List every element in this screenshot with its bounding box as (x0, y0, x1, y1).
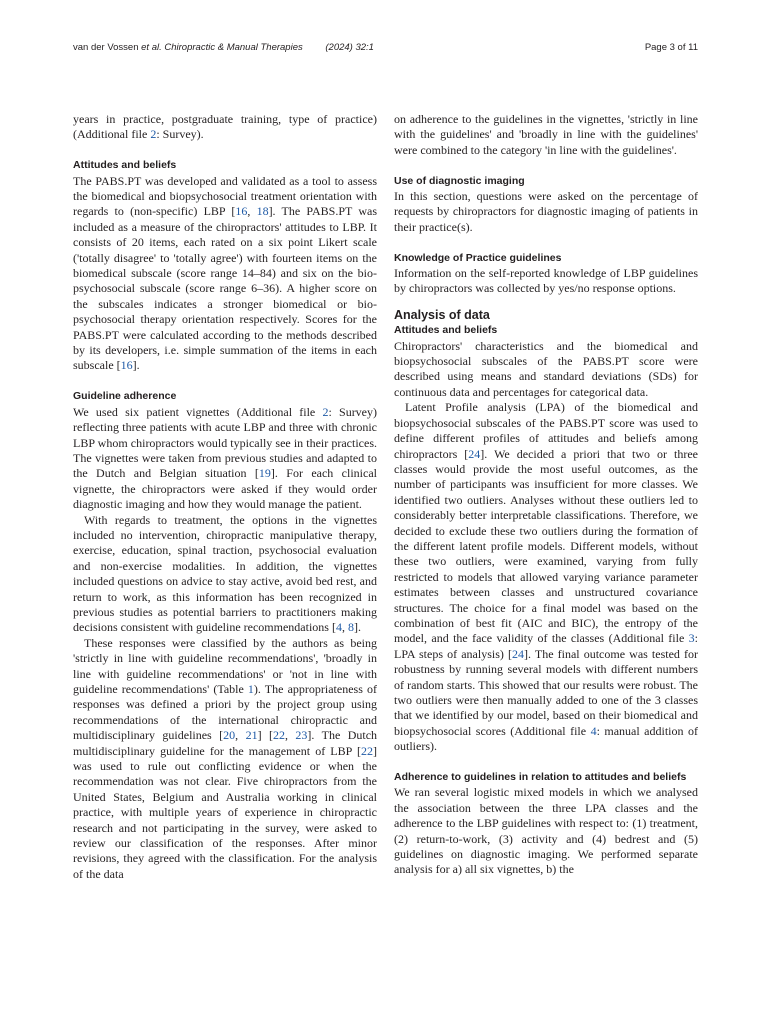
subheading-knowledge: Knowledge of Practice guidelines (394, 251, 562, 264)
subheading-diagnostic-imaging: Use of diagnostic imaging (394, 174, 525, 187)
left-column (73, 112, 377, 882)
running-header (73, 42, 374, 53)
citation-link[interactable]: 22 (273, 728, 285, 743)
citation-link[interactable]: 24 (468, 446, 481, 461)
additional-file-link[interactable]: 2 (322, 404, 329, 419)
citation-link[interactable]: 20 (223, 728, 236, 743)
paragraph: We ran several logistic mixed models in which we analysed the association between the three LPA classes and the adherence to the LBP guidelines with respect to: (1) treatment, (2) return-to-work, (3) activity and (4) bedrest and (5) guidelines on diagnostic imaging. We performed separate analysis for a) all six vignettes, b) the (394, 785, 698, 877)
citation-link[interactable]: 23 (295, 728, 308, 743)
header-year-volume: (2024) 32:1 (325, 42, 374, 53)
additional-file-link[interactable]: 2 (150, 127, 157, 142)
citation-link[interactable]: 4 (335, 620, 342, 635)
additional-file-link[interactable]: 4 (590, 723, 597, 738)
header-authors: van der Vossen (73, 42, 139, 53)
additional-file-link[interactable]: 3 (688, 631, 695, 646)
subheading-attitudes: Attitudes and beliefs (73, 159, 177, 172)
paragraph: With regards to treatment, the options in the vignettes included no intervention, chiropractic manipulative therapy, exercise, education, spinal traction, psychosocial evaluation and non-exercise modalities. In addition, the vignettes included questions on advice to stay active, avoid bed rest, and return to work, as this information has been recognized in previous studies as potential barriers to practitioners making decisions consistent with guideline recommendations [4, 8]. (73, 512, 377, 635)
paragraph: Chiropractors' characteristics and the biomedical and biopsychosocial subscales of the PABS.PT score were described using means and standard deviations (SDs) for continuous data and percentages for categorical data. (394, 338, 698, 399)
page-number: Page 3 of 11 (644, 42, 698, 53)
paragraph: Information on the self-reported knowledge of LBP guidelines by chiropractors was collected by yes/no response options. (394, 266, 698, 296)
paragraph: on adherence to the guidelines in the vignettes, 'strictly in line with the guidelines' and 'broadly in line with the guidelines' were combined to the category 'in line with the guidelines'. (394, 112, 698, 157)
subheading-attitudes: Attitudes and beliefs (394, 324, 498, 337)
paragraph: Latent Profile analysis (LPA) of the biomedical and biopsychosocial subscales of the PABS.PT score was used to define different profiles of attitudes and beliefs among chiropractors [24]. We decided a priori that two or three classes would provide the most useful outcomes, as the number of participants was insufficient for more classes. We identified two outliers. Analyses without these outliers led to considerably better interpretable classifications. Therefore, we decided to exclude these two outliers during the formation of the different latent profile models. Different models, without these two outliers, were examined, varying from fully restricted to models that allowed varying variance parameter estimates between classes and unstructured covariance structures. The choice for a final model was based on the combination of best fit (AIC and BIC), the entropy of the model, and the face validity of the classes (Additional file 3: LPA steps of analysis) [24]. The final outcome was tested for robustness by running several models with different numbers of random starts. This showed that our results were robust. The two outliers were then manually added to one of the 3 classes that we identified by our model, based on their biomedical and biopsychosocial scores (Additional file 4: manual addition of outliers). (394, 400, 699, 754)
citation-link[interactable]: 16 (235, 204, 248, 219)
table-link[interactable]: 1 (247, 682, 254, 696)
subheading-adherence-attitudes: Adherence to guidelines in relation to attitudes and beliefs (394, 771, 687, 784)
citation-link[interactable]: 16 (120, 358, 133, 373)
citation-link[interactable]: 24 (511, 646, 524, 661)
citation-link[interactable]: 8 (347, 620, 354, 635)
paragraph: The PABS.PT was developed and validated as a tool to assess the biomedical and biopsychosocial treatment orientation with regards to (non-specific) LBP [16, 18]. The PABS.PT was included as a measure of the chiropractors' attitudes to LBP. It consists of 20 items, each rated on a six point Likert scale ('totally disagree' to 'totally agree') with fourteen items on the biomedical subscale (score range 14–84) and six on the bio-psychosocial subscale (score range 6–36). A higher score on the subscales indicates a stronger biomedical or bio-psychosocial therapy orientation respectively. Scores for the PABS.PT were calculated according to the methods described by its developers, i.e. simple summation of the items in each subscale [16]. (73, 173, 377, 373)
subheading-guideline-adherence: Guideline adherence (73, 390, 177, 403)
section-heading-analysis: Analysis of data (394, 307, 490, 322)
paragraph: These responses were classified by the authors as being 'strictly in line with guideline recommendations', 'broadly in line with guideline recommendations' or 'not in line with guideline recommendations' (Table 1). The appropriateness of responses was defined a priori by the project group using recommendations of the international chiropractic and multidisciplinary guidelines [20, 21] [22, 23]. The Dutch multidisciplinary guideline for the management of LBP [22] was used to rule out conflicting evidence or when the recommendation was not clear. Five chiropractors from the United States, Belgium and Australia working in clinical practice, with multiple years of experience in chiropractic research and not participating in the survey, were asked to review our classification of the responses. After minor revisions, they agreed with the classification. For the analysis of the data (73, 635, 378, 881)
paragraph: years in practice, postgraduate training, type of practice) (Additional file 2: Survey). (73, 112, 377, 142)
header-etal: et al. (141, 42, 162, 53)
right-column (394, 112, 698, 878)
citation-link[interactable]: 19 (258, 466, 271, 481)
header-journal: Chiropractic & Manual Therapies (164, 42, 303, 53)
paragraph: In this section, questions were asked on the percentage of requests by chiropractors for diagnostic imaging of patients in their practice(s). (394, 189, 698, 234)
citation-link[interactable]: 18 (256, 204, 269, 219)
citation-link[interactable]: 22 (361, 743, 373, 758)
citation-link[interactable]: 21 (245, 728, 258, 743)
paragraph: We used six patient vignettes (Additional file 2: Survey) reflecting three patients with acute LBP and three with chronic LBP whom chiropractors would typically see in their practices. The vignettes were taken from previous studies and adapted to the Dutch and Belgian situation [19]. For each clinical vignette, the chiropractors were asked if they would order diagnostic imaging and how they would manage the patient. (73, 404, 378, 512)
